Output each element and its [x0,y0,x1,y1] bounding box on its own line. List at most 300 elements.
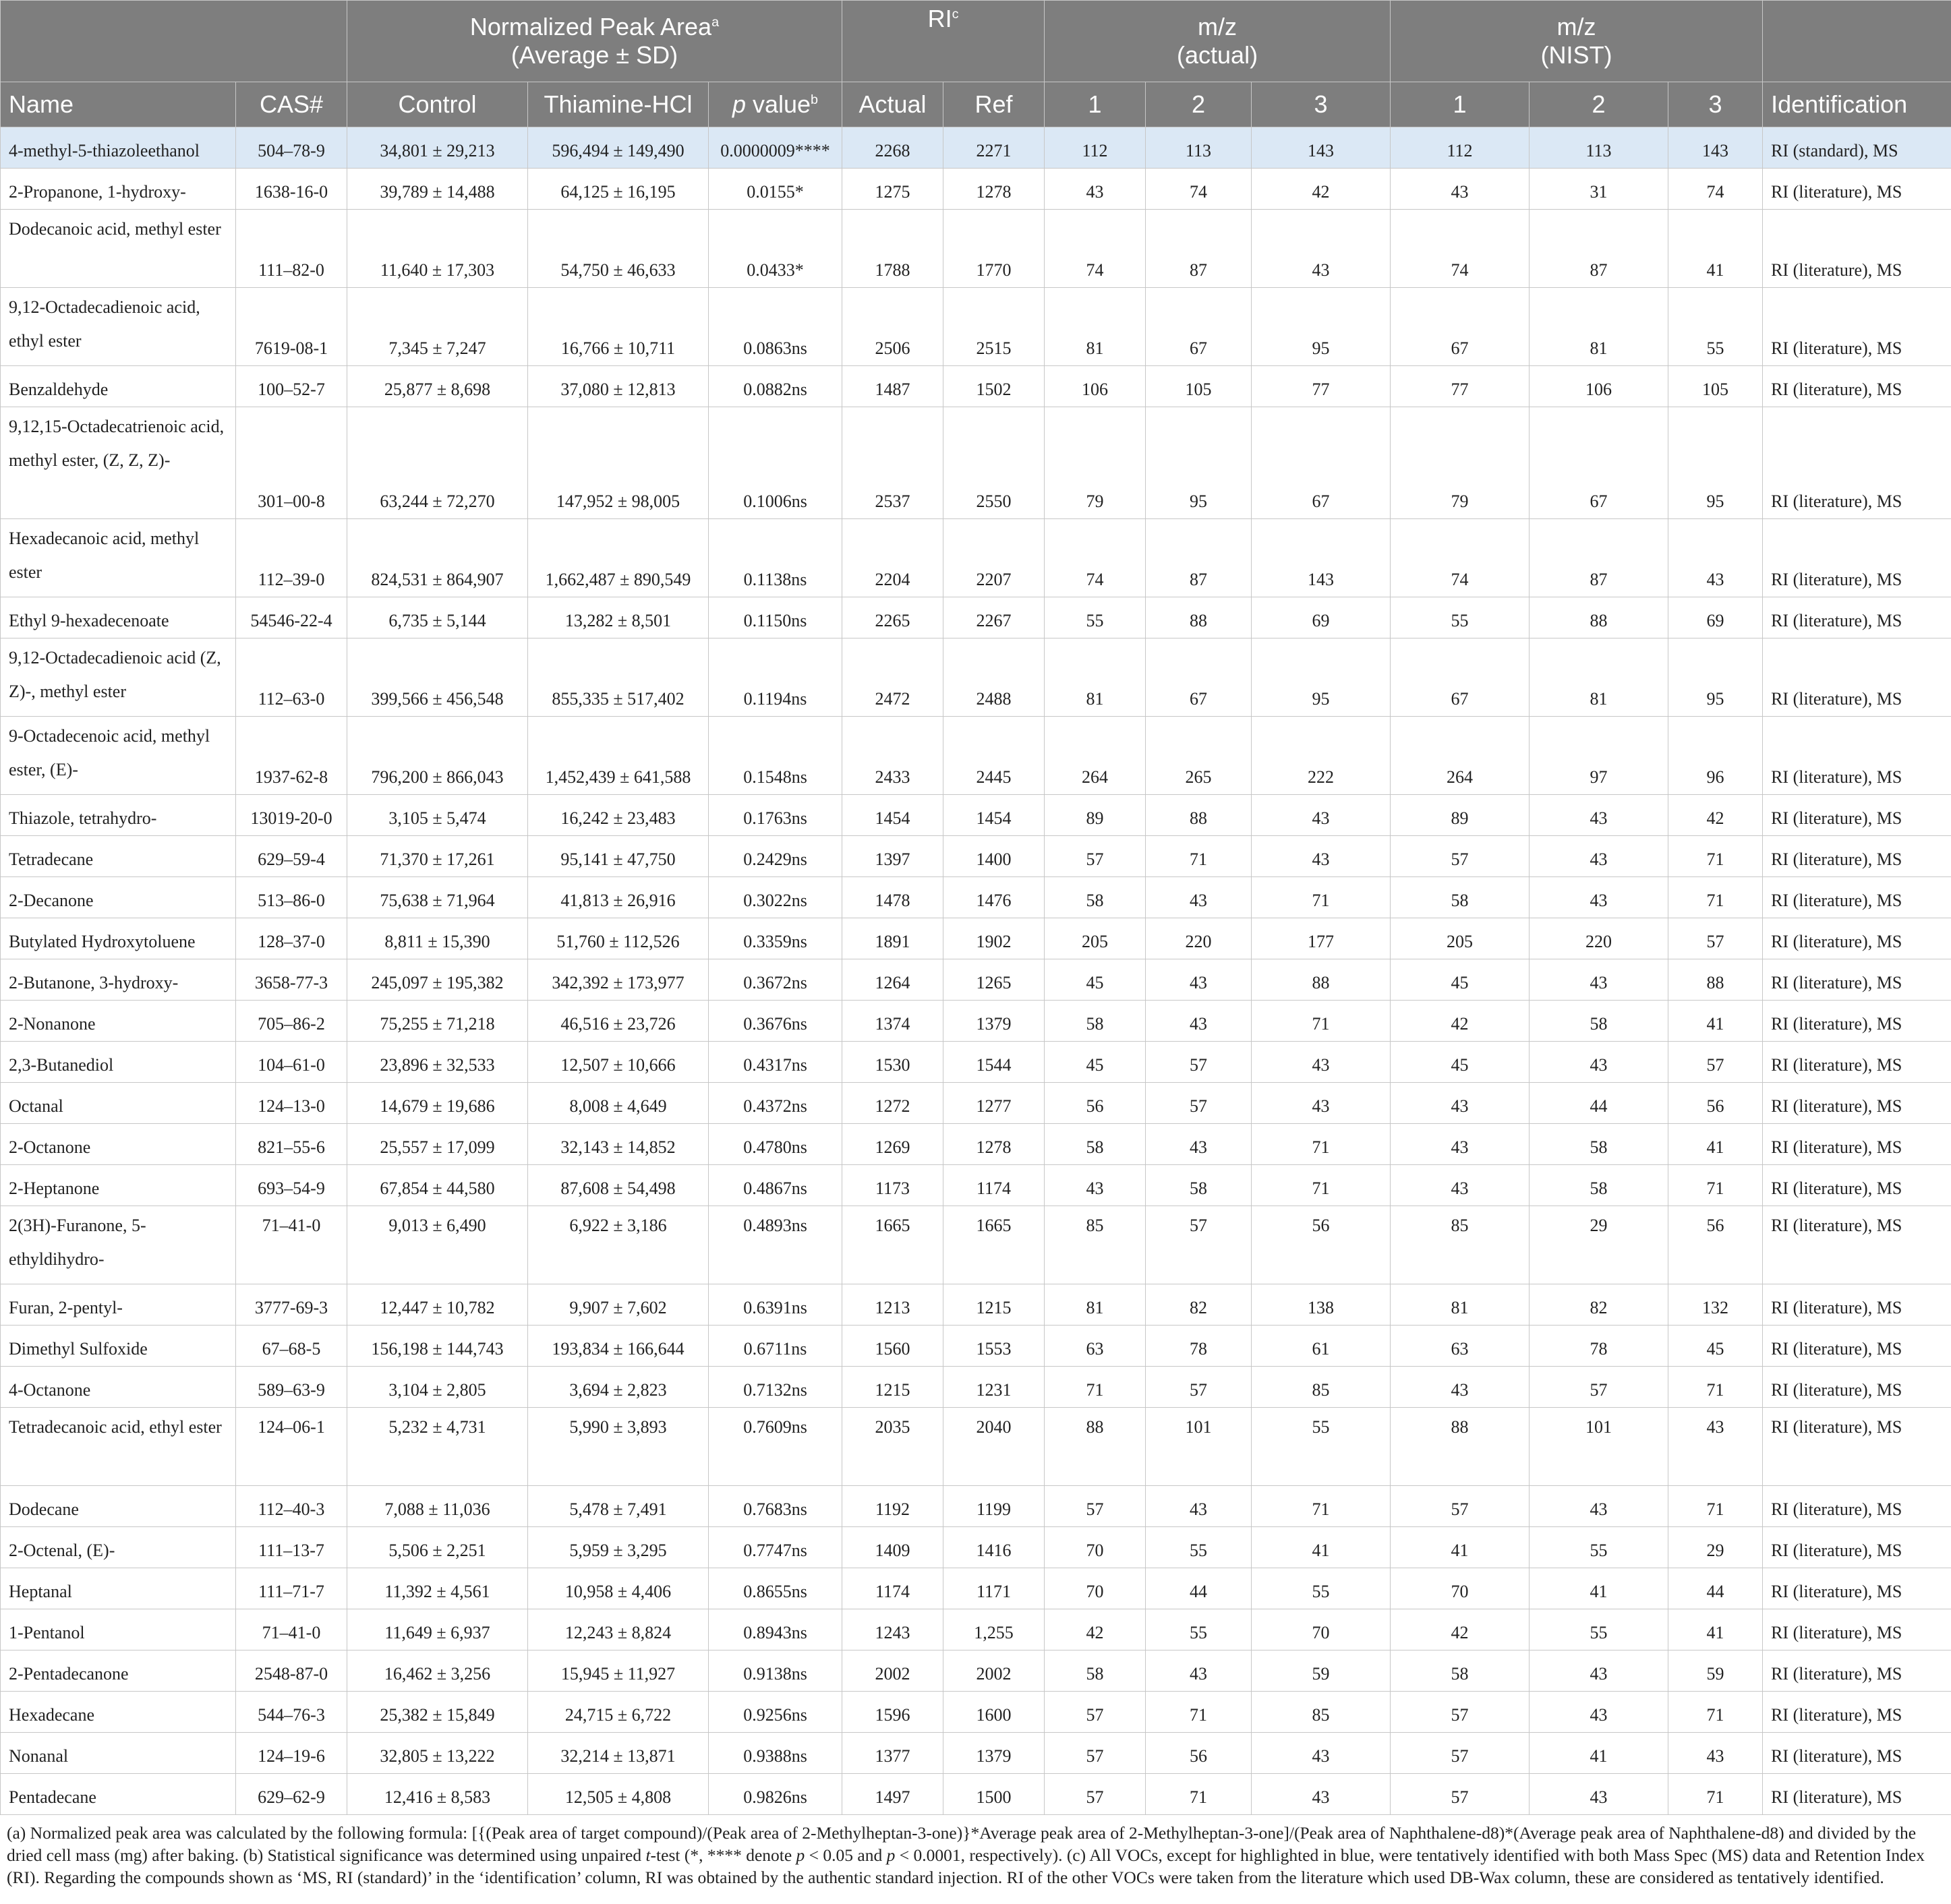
mz-actual-2-cell: 43 [1146,1650,1252,1692]
identification-cell: RI (literature), MS [1763,1774,1951,1815]
mz-actual-3-cell: 43 [1252,1733,1391,1774]
mz-nist-2-cell: 55 [1530,1609,1668,1650]
mz-actual-2-cell: 57 [1146,1206,1252,1284]
p-value-cell: 0.4372ns [709,1083,842,1124]
mz-nist-2-cell: 81 [1530,288,1668,366]
mz-nist-1-cell: 264 [1391,717,1530,795]
col-header-mz-actual-1: 1 [1045,82,1146,127]
cas-number-cell: 544–76-3 [236,1692,347,1733]
ri-actual-cell: 2265 [842,597,943,638]
mz-nist-3-cell: 41 [1668,1001,1763,1042]
mz-nist-2-cell: 43 [1530,1042,1668,1083]
ri-ref-cell: 2040 [943,1408,1045,1486]
mz-nist-3-cell: 57 [1668,1042,1763,1083]
identification-cell: RI (literature), MS [1763,597,1951,638]
mz-nist-3-cell: 56 [1668,1206,1763,1284]
table-row [1,918,1951,959]
mz-actual-2-cell: 67 [1146,638,1252,717]
ri-actual-cell: 1192 [842,1486,943,1527]
control-area-cell: 25,557 ± 17,099 [347,1124,528,1165]
table-row [1,169,1951,210]
mz-actual-3-cell: 55 [1252,1568,1391,1609]
mz-nist-2-cell: 97 [1530,717,1668,795]
ri-ref-cell: 1600 [943,1692,1045,1733]
mz-nist-3-cell: 57 [1668,918,1763,959]
peak-area-subtitle: (Average ± SD) [511,41,678,69]
ri-ref-cell: 2515 [943,288,1045,366]
thiamine-area-cell: 12,507 ± 10,666 [528,1042,709,1083]
mz-nist-3-cell: 56 [1668,1083,1763,1124]
col-header-mz-actual-2: 2 [1146,82,1252,127]
control-area-cell: 14,679 ± 19,686 [347,1083,528,1124]
control-area-cell: 796,200 ± 866,043 [347,717,528,795]
mz-nist-2-cell: 87 [1530,210,1668,288]
mz-actual-2-cell: 43 [1146,1124,1252,1165]
compound-name-cell: 4-methyl-5-thiazoleethanol [1,127,236,169]
col-header-name: Name [1,82,236,127]
ri-actual-cell: 1497 [842,1774,943,1815]
ri-ref-cell: 2550 [943,407,1045,519]
ri-actual-cell: 2433 [842,717,943,795]
compound-name-cell: Pentadecane [1,1774,236,1815]
compound-name-cell: Hexadecane [1,1692,236,1733]
mz-actual-3-cell: 88 [1252,959,1391,1001]
cas-number-cell: 124–06-1 [236,1408,347,1486]
mz-nist-2-cell: 67 [1530,407,1668,519]
thiamine-area-cell: 16,242 ± 23,483 [528,795,709,836]
p-value-cell: 0.7683ns [709,1486,842,1527]
mz-nist-3-cell: 143 [1668,127,1763,169]
mz-actual-2-cell: 78 [1146,1326,1252,1367]
ri-ref-cell: 2488 [943,638,1045,717]
mz-nist-1-cell: 57 [1391,836,1530,877]
col-header-actual: Actual [842,82,943,127]
mz-actual-1-cell: 70 [1045,1568,1146,1609]
thiamine-area-cell: 54,750 ± 46,633 [528,210,709,288]
ri-actual-cell: 2204 [842,519,943,597]
mz-actual-1-cell: 57 [1045,836,1146,877]
col-header-mz-nist-3: 3 [1668,82,1763,127]
identification-cell: RI (literature), MS [1763,717,1951,795]
p-value-cell: 0.7747ns [709,1527,842,1568]
control-area-cell: 7,088 ± 11,036 [347,1486,528,1527]
control-area-cell: 23,896 ± 32,533 [347,1042,528,1083]
control-area-cell: 16,462 ± 3,256 [347,1650,528,1692]
ri-ref-cell: 1379 [943,1733,1045,1774]
mz-nist-2-cell: 82 [1530,1284,1668,1326]
mz-nist-3-cell: 95 [1668,638,1763,717]
ri-actual-cell: 1454 [842,795,943,836]
compound-name-cell: Dodecanoic acid, methyl ester [1,210,236,288]
header-blank-cell [1763,1,1951,82]
ri-actual-cell: 1174 [842,1568,943,1609]
cas-number-cell: 112–40-3 [236,1486,347,1527]
control-area-cell: 75,255 ± 71,218 [347,1001,528,1042]
p-value-cell: 0.9256ns [709,1692,842,1733]
ri-ref-cell: 1770 [943,210,1045,288]
mz-actual-3-cell: 95 [1252,288,1391,366]
compound-name-cell: Benzaldehyde [1,366,236,407]
mz-actual-2-cell: 82 [1146,1284,1252,1326]
col-header-thiamine: Thiamine-HCl [528,82,709,127]
ri-actual-cell: 2035 [842,1408,943,1486]
mz-nist-1-cell: 58 [1391,1650,1530,1692]
compound-name-cell: Dimethyl Sulfoxide [1,1326,236,1367]
p-label: value [745,90,811,118]
compound-name-cell: Thiazole, tetrahydro- [1,795,236,836]
mz-actual-3-cell: 55 [1252,1408,1391,1486]
compound-name-cell: 2-Propanone, 1-hydroxy- [1,169,236,210]
p-value-cell: 0.0882ns [709,366,842,407]
thiamine-area-cell: 1,662,487 ± 890,549 [528,519,709,597]
identification-cell: RI (literature), MS [1763,1284,1951,1326]
mz-actual-1-cell: 57 [1045,1733,1146,1774]
ri-ref-cell: 2445 [943,717,1045,795]
mz-nist-3-cell: 44 [1668,1568,1763,1609]
ri-actual-cell: 1478 [842,877,943,918]
table-row [1,1124,1951,1165]
ri-ref-cell: 2271 [943,127,1045,169]
p-value-cell: 0.4317ns [709,1042,842,1083]
mz-actual-3-cell: 41 [1252,1527,1391,1568]
mz-nist-1-cell: 89 [1391,795,1530,836]
mz-actual-1-cell: 42 [1045,1609,1146,1650]
mz-actual-1-cell: 55 [1045,597,1146,638]
ri-actual-cell: 1596 [842,1692,943,1733]
table-row [1,1165,1951,1206]
mz-actual-3-cell: 71 [1252,1001,1391,1042]
control-area-cell: 25,382 ± 15,849 [347,1692,528,1733]
col-header-control: Control [347,82,528,127]
mz-nist-1-cell: 58 [1391,877,1530,918]
ri-actual-cell: 1374 [842,1001,943,1042]
mz-actual-2-cell: 71 [1146,1692,1252,1733]
mz-actual-1-cell: 56 [1045,1083,1146,1124]
mz-nist-2-cell: 81 [1530,638,1668,717]
mz-nist-3-cell: 105 [1668,366,1763,407]
table-body [1,127,1951,1815]
mz-nist-3-cell: 43 [1668,519,1763,597]
ri-ref-cell: 1174 [943,1165,1045,1206]
mz-nist-1-cell: 43 [1391,169,1530,210]
mz-nist-1-cell: 85 [1391,1206,1530,1284]
mz-actual-3-cell: 143 [1252,127,1391,169]
ri-ref-cell: 1199 [943,1486,1045,1527]
mz-actual-2-cell: 57 [1146,1367,1252,1408]
mz-nist-1-cell: 55 [1391,597,1530,638]
mz-actual-3-cell: 42 [1252,169,1391,210]
mz-actual-3-cell: 43 [1252,210,1391,288]
mz-actual-1-cell: 79 [1045,407,1146,519]
mz-actual-3-cell: 71 [1252,1486,1391,1527]
table-row [1,210,1951,288]
cas-number-cell: 7619-08-1 [236,288,347,366]
mz-nist-3-cell: 59 [1668,1650,1763,1692]
ri-actual-cell: 1173 [842,1165,943,1206]
table-row [1,1326,1951,1367]
mz-actual-2-cell: 57 [1146,1083,1252,1124]
mz-actual-2-cell: 101 [1146,1408,1252,1486]
mz-nist-3-cell: 71 [1668,1486,1763,1527]
mz-nist-2-cell: 220 [1530,918,1668,959]
control-area-cell: 3,104 ± 2,805 [347,1367,528,1408]
compound-name-cell: 9-Octadecenoic acid, methyl ester, (E)- [1,717,236,795]
p-value-cell: 0.3676ns [709,1001,842,1042]
identification-cell: RI (literature), MS [1763,1609,1951,1650]
ri-ref-cell: 2002 [943,1650,1045,1692]
table-row [1,717,1951,795]
mz-actual-3-cell: 43 [1252,1774,1391,1815]
cas-number-cell: 3777-69-3 [236,1284,347,1326]
identification-cell: RI (literature), MS [1763,1408,1951,1486]
mz-actual-2-cell: 67 [1146,288,1252,366]
ri-ref-cell: 1379 [943,1001,1045,1042]
thiamine-area-cell: 6,922 ± 3,186 [528,1206,709,1284]
thiamine-area-cell: 37,080 ± 12,813 [528,366,709,407]
ri-ref-cell: 1502 [943,366,1045,407]
compound-name-cell: 1-Pentanol [1,1609,236,1650]
mz-nist-3-cell: 41 [1668,210,1763,288]
identification-cell: RI (literature), MS [1763,1527,1951,1568]
mz-nist-2-cell: 43 [1530,1692,1668,1733]
control-area-cell: 63,244 ± 72,270 [347,407,528,519]
mz-actual-2-cell: 88 [1146,795,1252,836]
control-area-cell: 9,013 ± 6,490 [347,1206,528,1284]
ri-ref-cell: 1231 [943,1367,1045,1408]
identification-cell: RI (literature), MS [1763,169,1951,210]
footnote-marker-c: c [952,7,959,22]
header-group-row [1,1,1951,82]
mz-actual-2-cell: 57 [1146,1042,1252,1083]
thiamine-area-cell: 95,141 ± 47,750 [528,836,709,877]
p-value-cell: 0.7132ns [709,1367,842,1408]
compound-name-cell: Octanal [1,1083,236,1124]
compound-name-cell: 4-Octanone [1,1367,236,1408]
cas-number-cell: 124–19-6 [236,1733,347,1774]
mz-nist-1-cell: 45 [1391,1042,1530,1083]
mz-nist-2-cell: 43 [1530,1486,1668,1527]
header-mz-actual [1045,1,1391,82]
ri-ref-cell: 1400 [943,836,1045,877]
ri-actual-cell: 2506 [842,288,943,366]
mz-actual-3-cell: 67 [1252,407,1391,519]
p-value-cell: 0.6711ns [709,1326,842,1367]
identification-cell: RI (literature), MS [1763,1165,1951,1206]
cas-number-cell: 124–13-0 [236,1083,347,1124]
footnote-text: < 0.05 and [805,1845,887,1865]
mz-nist-3-cell: 74 [1668,169,1763,210]
mz-actual-2-cell: 71 [1146,1774,1252,1815]
p-value-cell: 0.1194ns [709,638,842,717]
col-header-mz-actual-3: 3 [1252,82,1391,127]
control-area-cell: 8,811 ± 15,390 [347,918,528,959]
mz-actual-1-cell: 58 [1045,1001,1146,1042]
mz-nist-2-cell: 58 [1530,1124,1668,1165]
p-italic: p [732,90,746,118]
header-column-row [1,82,1951,127]
mz-actual-3-cell: 177 [1252,918,1391,959]
mz-nist-3-cell: 55 [1668,288,1763,366]
mz-nist-3-cell: 41 [1668,1609,1763,1650]
mz-actual-3-cell: 56 [1252,1206,1391,1284]
mz-nist-2-cell: 44 [1530,1083,1668,1124]
mz-actual-1-cell: 58 [1045,877,1146,918]
ri-actual-cell: 2472 [842,638,943,717]
mz-actual-3-cell: 71 [1252,1165,1391,1206]
table-row [1,407,1951,519]
ri-actual-cell: 1243 [842,1609,943,1650]
control-area-cell: 11,392 ± 4,561 [347,1568,528,1609]
compound-name-cell: 2-Heptanone [1,1165,236,1206]
mz-actual-3-cell: 138 [1252,1284,1391,1326]
thiamine-area-cell: 1,452,439 ± 641,588 [528,717,709,795]
cas-number-cell: 111–13-7 [236,1527,347,1568]
mz-actual-1-cell: 71 [1045,1367,1146,1408]
control-area-cell: 7,345 ± 7,247 [347,288,528,366]
mz-nist-2-cell: 41 [1530,1568,1668,1609]
cas-number-cell: 100–52-7 [236,366,347,407]
compound-name-cell: 9,12-Octadecadienoic acid (Z, Z)-, methyl ester [1,638,236,717]
cas-number-cell: 629–62-9 [236,1774,347,1815]
mz-actual-2-cell: 105 [1146,366,1252,407]
p-value-cell: 0.0155* [709,169,842,210]
thiamine-area-cell: 64,125 ± 16,195 [528,169,709,210]
mz-actual-1-cell: 81 [1045,288,1146,366]
footnote-marker-a: a [711,15,720,30]
mz-actual-2-cell: 74 [1146,169,1252,210]
header-ri [842,1,1045,82]
identification-cell: RI (literature), MS [1763,1733,1951,1774]
compound-name-cell: Hexadecanoic acid, methyl ester [1,519,236,597]
thiamine-area-cell: 5,959 ± 3,295 [528,1527,709,1568]
control-area-cell: 824,531 ± 864,907 [347,519,528,597]
mz-nist-1-cell: 74 [1391,210,1530,288]
p-value-cell: 0.8943ns [709,1609,842,1650]
footnote-text: p [886,1845,896,1865]
table-row [1,1609,1951,1650]
table-row [1,1692,1951,1733]
mz-nist-subtitle: (NIST) [1540,41,1612,69]
footnote-text: p [796,1845,805,1865]
mz-nist-1-cell: 81 [1391,1284,1530,1326]
ri-actual-cell: 1788 [842,210,943,288]
mz-nist-3-cell: 71 [1668,1692,1763,1733]
mz-nist-1-cell: 43 [1391,1124,1530,1165]
p-value-cell: 0.0433* [709,210,842,288]
mz-nist-3-cell: 42 [1668,795,1763,836]
mz-actual-1-cell: 205 [1045,918,1146,959]
mz-actual-2-cell: 43 [1146,959,1252,1001]
ri-ref-cell: 1902 [943,918,1045,959]
ri-actual-cell: 2002 [842,1650,943,1692]
mz-actual-1-cell: 57 [1045,1486,1146,1527]
mz-actual-3-cell: 43 [1252,1083,1391,1124]
mz-actual-3-cell: 70 [1252,1609,1391,1650]
mz-nist-1-cell: 67 [1391,638,1530,717]
table-row [1,638,1951,717]
compound-name-cell: Tetradecane [1,836,236,877]
compound-name-cell: Furan, 2-pentyl- [1,1284,236,1326]
identification-cell: RI (literature), MS [1763,1124,1951,1165]
table-row [1,288,1951,366]
mz-nist-2-cell: 55 [1530,1527,1668,1568]
compound-name-cell: Dodecane [1,1486,236,1527]
cas-number-cell: 821–55-6 [236,1124,347,1165]
identification-cell: RI (literature), MS [1763,1083,1951,1124]
control-area-cell: 71,370 ± 17,261 [347,836,528,877]
mz-actual-1-cell: 112 [1045,127,1146,169]
header-peak-area [347,1,842,82]
compound-name-cell: 2-Pentadecanone [1,1650,236,1692]
identification-cell: RI (literature), MS [1763,210,1951,288]
table-row [1,1206,1951,1284]
table-row [1,366,1951,407]
control-area-cell: 39,789 ± 14,488 [347,169,528,210]
mz-nist-2-cell: 87 [1530,519,1668,597]
ri-ref-cell: 1454 [943,795,1045,836]
compound-name-cell: 2-Decanone [1,877,236,918]
identification-cell: RI (literature), MS [1763,1650,1951,1692]
ri-ref-cell: 1278 [943,169,1045,210]
p-value-cell: 0.4893ns [709,1206,842,1284]
mz-actual-2-cell: 43 [1146,877,1252,918]
footnote-text: (a) Normalized peak area was calculated by the following formula: [{(Peak area of target compound)/(Peak area of 2-Methylheptan-3-one)}*Average peak area of 2-Methylheptan-3-one]/(Peak area of Naphthalene-d8)*(Average peak area of Naphthalene-d8) and divided by the dried cell mass (mg) after baking. (b) Statistical significance was determined using unpaired [7,1823,1917,1865]
mz-nist-2-cell: 88 [1530,597,1668,638]
mz-nist-2-cell: 43 [1530,959,1668,1001]
identification-cell: RI (literature), MS [1763,288,1951,366]
ri-ref-cell: 1171 [943,1568,1045,1609]
p-value-cell: 0.7609ns [709,1408,842,1486]
mz-actual-2-cell: 44 [1146,1568,1252,1609]
ri-ref-cell: 2207 [943,519,1045,597]
mz-nist-3-cell: 71 [1668,877,1763,918]
p-value-cell: 0.0863ns [709,288,842,366]
mz-nist-3-cell: 43 [1668,1408,1763,1486]
compound-name-cell: 9,12-Octadecadienoic acid, ethyl ester [1,288,236,366]
ri-actual-cell: 1560 [842,1326,943,1367]
table-row [1,959,1951,1001]
ri-ref-cell: 1665 [943,1206,1045,1284]
mz-nist-3-cell: 43 [1668,1733,1763,1774]
ri-actual-cell: 1891 [842,918,943,959]
mz-actual-2-cell: 55 [1146,1527,1252,1568]
table-row [1,597,1951,638]
cas-number-cell: 301–00-8 [236,407,347,519]
mz-nist-1-cell: 74 [1391,519,1530,597]
control-area-cell: 75,638 ± 71,964 [347,877,528,918]
ri-actual-cell: 1272 [842,1083,943,1124]
p-value-cell: 0.2429ns [709,836,842,877]
thiamine-area-cell: 51,760 ± 112,526 [528,918,709,959]
mz-actual-3-cell: 69 [1252,597,1391,638]
p-value-cell: 0.1763ns [709,795,842,836]
mz-nist-3-cell: 95 [1668,407,1763,519]
cas-number-cell: 104–61-0 [236,1042,347,1083]
thiamine-area-cell: 3,694 ± 2,823 [528,1367,709,1408]
footnote-marker-b: b [811,92,819,107]
mz-nist-3-cell: 132 [1668,1284,1763,1326]
mz-nist-1-cell: 57 [1391,1774,1530,1815]
identification-cell: RI (literature), MS [1763,1692,1951,1733]
mz-nist-2-cell: 106 [1530,366,1668,407]
mz-actual-1-cell: 58 [1045,1650,1146,1692]
identification-cell: RI (literature), MS [1763,918,1951,959]
mz-actual-title: m/z [1198,13,1237,40]
mz-nist-1-cell: 205 [1391,918,1530,959]
thiamine-area-cell: 147,952 ± 98,005 [528,407,709,519]
mz-nist-1-cell: 41 [1391,1527,1530,1568]
table-row [1,877,1951,918]
